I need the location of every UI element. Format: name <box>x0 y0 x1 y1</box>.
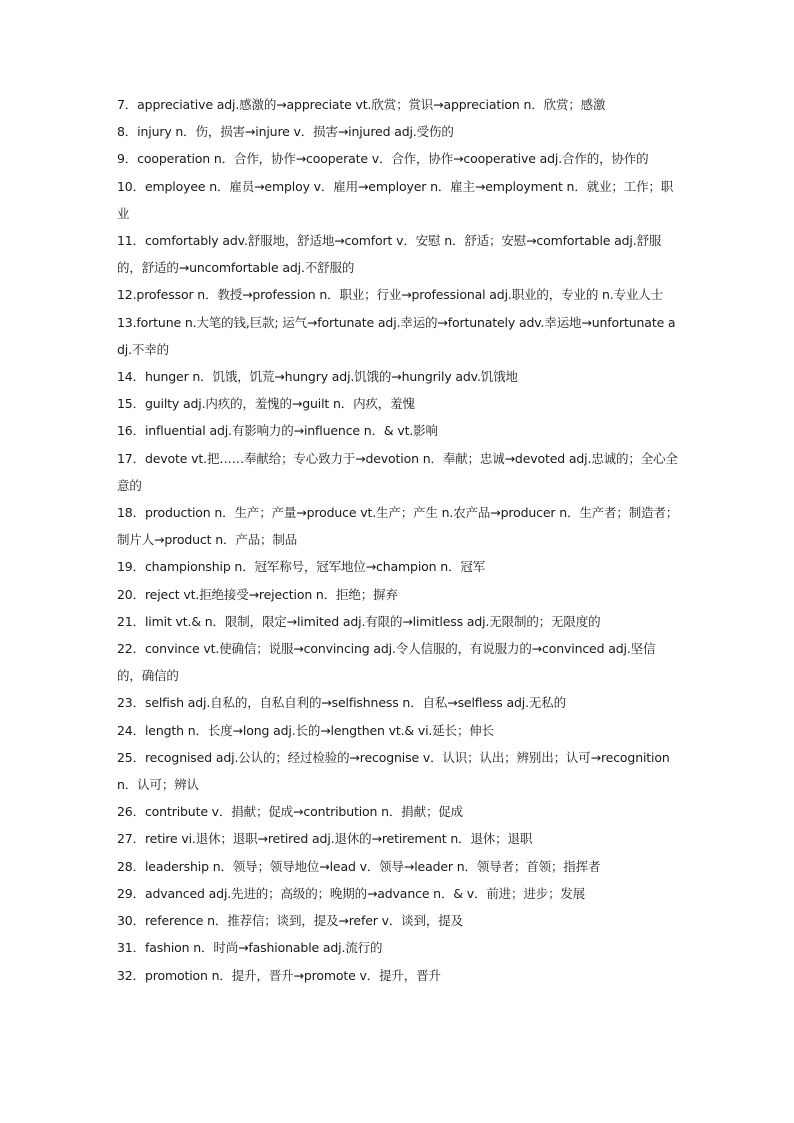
vocab-entry: 9．cooperation n．合作，协作→cooperate v．合作，协作→cooperative adj.合作的，协作的 <box>117 151 649 167</box>
vocab-entry: 16．influential adj.有影响力的→influence n．& vt.影响 <box>117 423 438 439</box>
vocab-entry: 26．contribute v．捐献；促成→contribution n．捐献；促成 <box>117 804 464 820</box>
vocab-entry: 18．production n．生产；产量→produce vt.生产；产生 n.农产品→producer n．生产者；制造者；制片人→product n．产品；制品 <box>117 505 679 548</box>
vocab-entry: 10．employee n．雇员→employ v．雇用→employer n．雇主→employment n．就业；工作；职业 <box>117 178 674 221</box>
vocab-entry: 29．advanced adj.先进的；高级的；晚期的→advance n．& v．前进；进步；发展 <box>117 885 586 901</box>
vocab-entry: 25．recognised adj.公认的；经过检验的→recognise v．认识；认出；辨别出；认可→recognition n．认可；辨认 <box>117 749 670 793</box>
vocab-entry: 19．championship n．冠军称号，冠军地位→champion n．冠军 <box>117 559 486 575</box>
vocab-entry: 21．limit vt.& n．限制，限定→limited adj.有限的→limitless adj.无限制的；无限度的 <box>117 613 601 629</box>
vocab-entry: 30．reference n．推荐信；谈到，提及→refer v．谈到，提及 <box>117 913 463 929</box>
vocab-entry: 28．leadership n．领导；领导地位→lead v．领导→leader n．领导者；首领；指挥者 <box>117 858 601 874</box>
vocab-entry: 12.professor n．教授→profession n．职业；行业→professional adj.职业的，专业的 n.专业人士 <box>117 287 663 303</box>
vocab-entry: 31．fashion n．时尚→fashionable adj.流行的 <box>117 940 383 956</box>
vocab-entry: 23．selfish adj.自私的，自私自利的→selfishness n．自私→selfless adj.无私的 <box>117 695 566 711</box>
vocab-entry: 17．devote vt.把……奉献给；专心致力于→devotion n．奉献；忠诚→devoted adj.忠诚的；全心全意的 <box>117 450 678 493</box>
vocab-entry: 14．hunger n．饥饿，饥荒→hungry adj.饥饿的→hungrily adv.饥饿地 <box>117 369 518 385</box>
vocab-entry: 20．reject vt.拒绝接受→rejection n．拒绝；摒弃 <box>117 586 398 602</box>
vocab-entry: 32．promotion n．提升，晋升→promote v．提升，晋升 <box>117 967 441 983</box>
vocab-entry: 22．convince vt.使确信；说服→convincing adj.令人信服的，有说服力的→convinced adj.坚信的，确信的 <box>117 641 656 684</box>
vocab-entry: 13.fortune n.大笔的钱,巨款; 运气→fortunate adj.幸运的→fortunately adv.幸运地→unfortunate adj.不幸的 <box>117 314 676 357</box>
vocab-entry: 7．appreciative adj.感激的→appreciate vt.欣赏；赏识→appreciation n．欣赏；感激 <box>117 97 606 112</box>
vocabulary-list <box>117 91 680 989</box>
vocab-entry: 24．length n．长度→long adj.长的→lengthen vt.& vi.延长；伸长 <box>117 722 495 738</box>
vocab-entry: 11．comfortably adv.舒服地，舒适地→comfort v．安慰 n．舒适；安慰→comfortable adj.舒服的，舒适的→uncomfortable adj.不舒服的 <box>117 233 662 276</box>
vocab-entry: 8．injury n．伤，损害→injure v．损害→injured adj.受伤的 <box>117 124 454 140</box>
vocab-entry: 15．guilty adj.内疚的，羞愧的→guilt n．内疚，羞愧 <box>117 396 415 412</box>
vocab-entry: 27．retire vi.退休；退职→retired adj.退休的→retirement n．退休；退职 <box>117 831 533 847</box>
